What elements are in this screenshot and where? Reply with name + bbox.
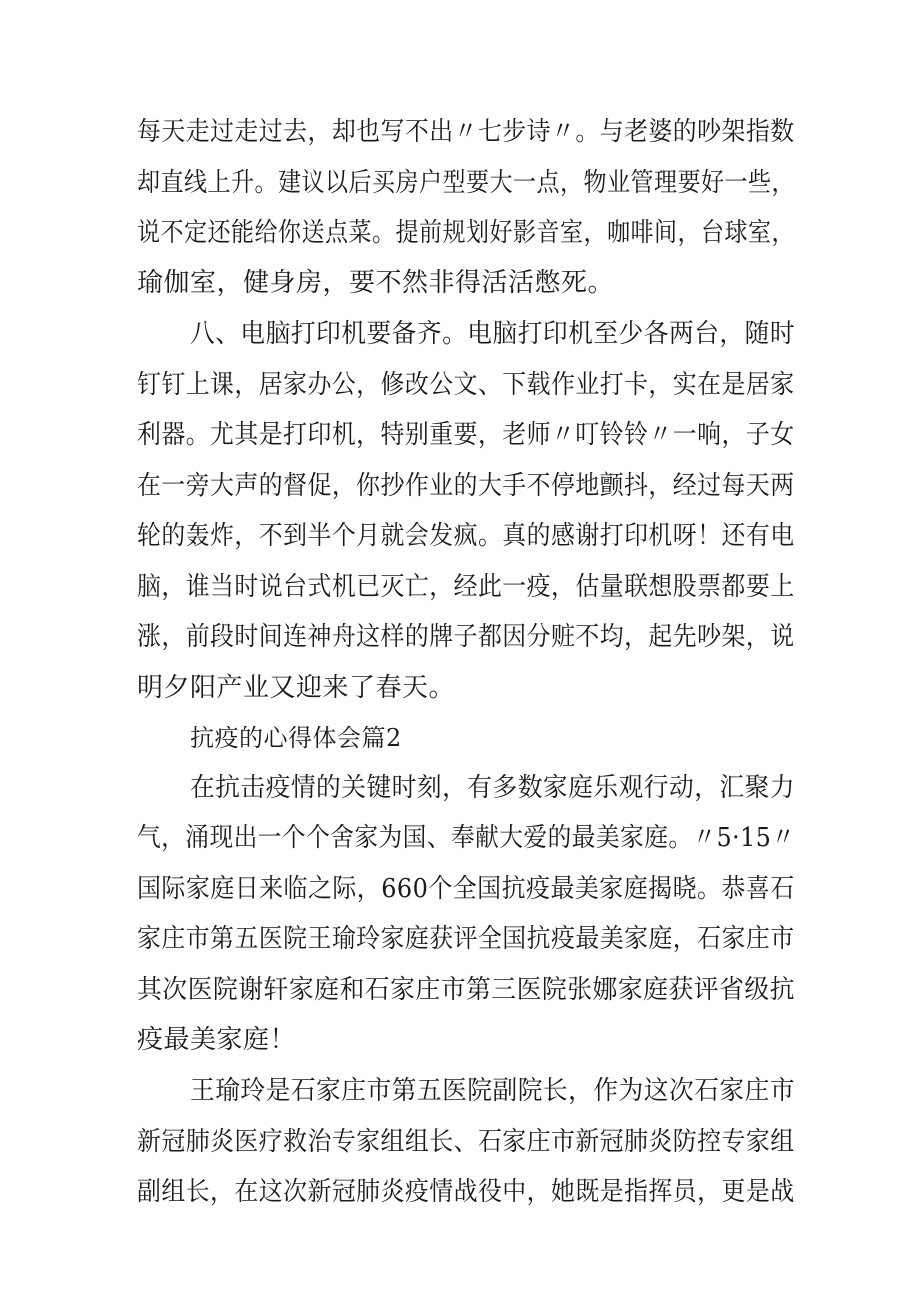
text-line: 国际家庭日来临之际，660个全国抗疫最美家庭揭晓。恭喜石 — [137, 874, 795, 904]
text-line: 说不定还能给你送点菜。提前规划好影音室，咖啡间，台球室， — [137, 218, 796, 248]
text-line: 八、电脑打印机要备齐。电脑打印机至少各两台，随时 — [190, 319, 796, 349]
text-line: 钉钉上课，居家办公，修改公文、下载作业打卡，实在是居家 — [137, 370, 795, 400]
text-line: 副组长，在这次新冠肺炎疫情战役中，她既是指挥员，更是战 — [137, 1177, 795, 1207]
text-line: 却直线上升。建议以后买房户型要大一点，物业管理要好一些， — [137, 168, 796, 198]
text-line: 家庄市第五医院王瑜玲家庭获评全国抗疫最美家庭，石家庄市 — [137, 924, 795, 954]
text-line: 脑，谁当时说台式机已灭亡，经此一疫，估量联想股票都要上 — [137, 572, 795, 602]
text-line: 涨，前段时间连神舟这样的牌子都因分赃不均，起先吵架，说 — [137, 622, 795, 652]
text-line: 每天走过走过去，却也写不出〃七步诗〃。与老婆的吵架指数 — [137, 117, 795, 147]
text-line: 明夕阳产业又迎来了春天。 — [137, 673, 456, 703]
text-line: 新冠肺炎医疗救治专家组组长、石家庄市新冠肺炎防控专家组 — [137, 1127, 795, 1157]
text-line: 瑜伽室，健身房，要不然非得活活憋死。 — [137, 268, 615, 298]
text-line: 在一旁大声的督促，你抄作业的大手不停地颤抖，经过每天两 — [137, 471, 795, 501]
section-heading: 抗疫的心得体会篇2 — [190, 724, 402, 752]
text-line: 王瑜玲是石家庄市第五医院副院长，作为这次石家庄市 — [190, 1076, 796, 1106]
text-line: 轮的轰炸，不到半个月就会发疯。真的感谢打印机呀！还有电 — [137, 521, 795, 551]
text-line: 气，涌现出一个个舍家为国、奉献大爱的最美家庭。〃5·15〃 — [137, 823, 796, 853]
text-line: 其次医院谢轩家庭和石家庄市第三医院张娜家庭获评省级抗 — [137, 975, 796, 1005]
text-line: 在抗击疫情的关键时刻，有多数家庭乐观行动，汇聚力 — [190, 773, 796, 803]
text-line: 利器。尤其是打印机，特别重要，老师〃叮铃铃〃一响，子女 — [137, 420, 795, 450]
text-line: 疫最美家庭！ — [137, 1025, 297, 1055]
